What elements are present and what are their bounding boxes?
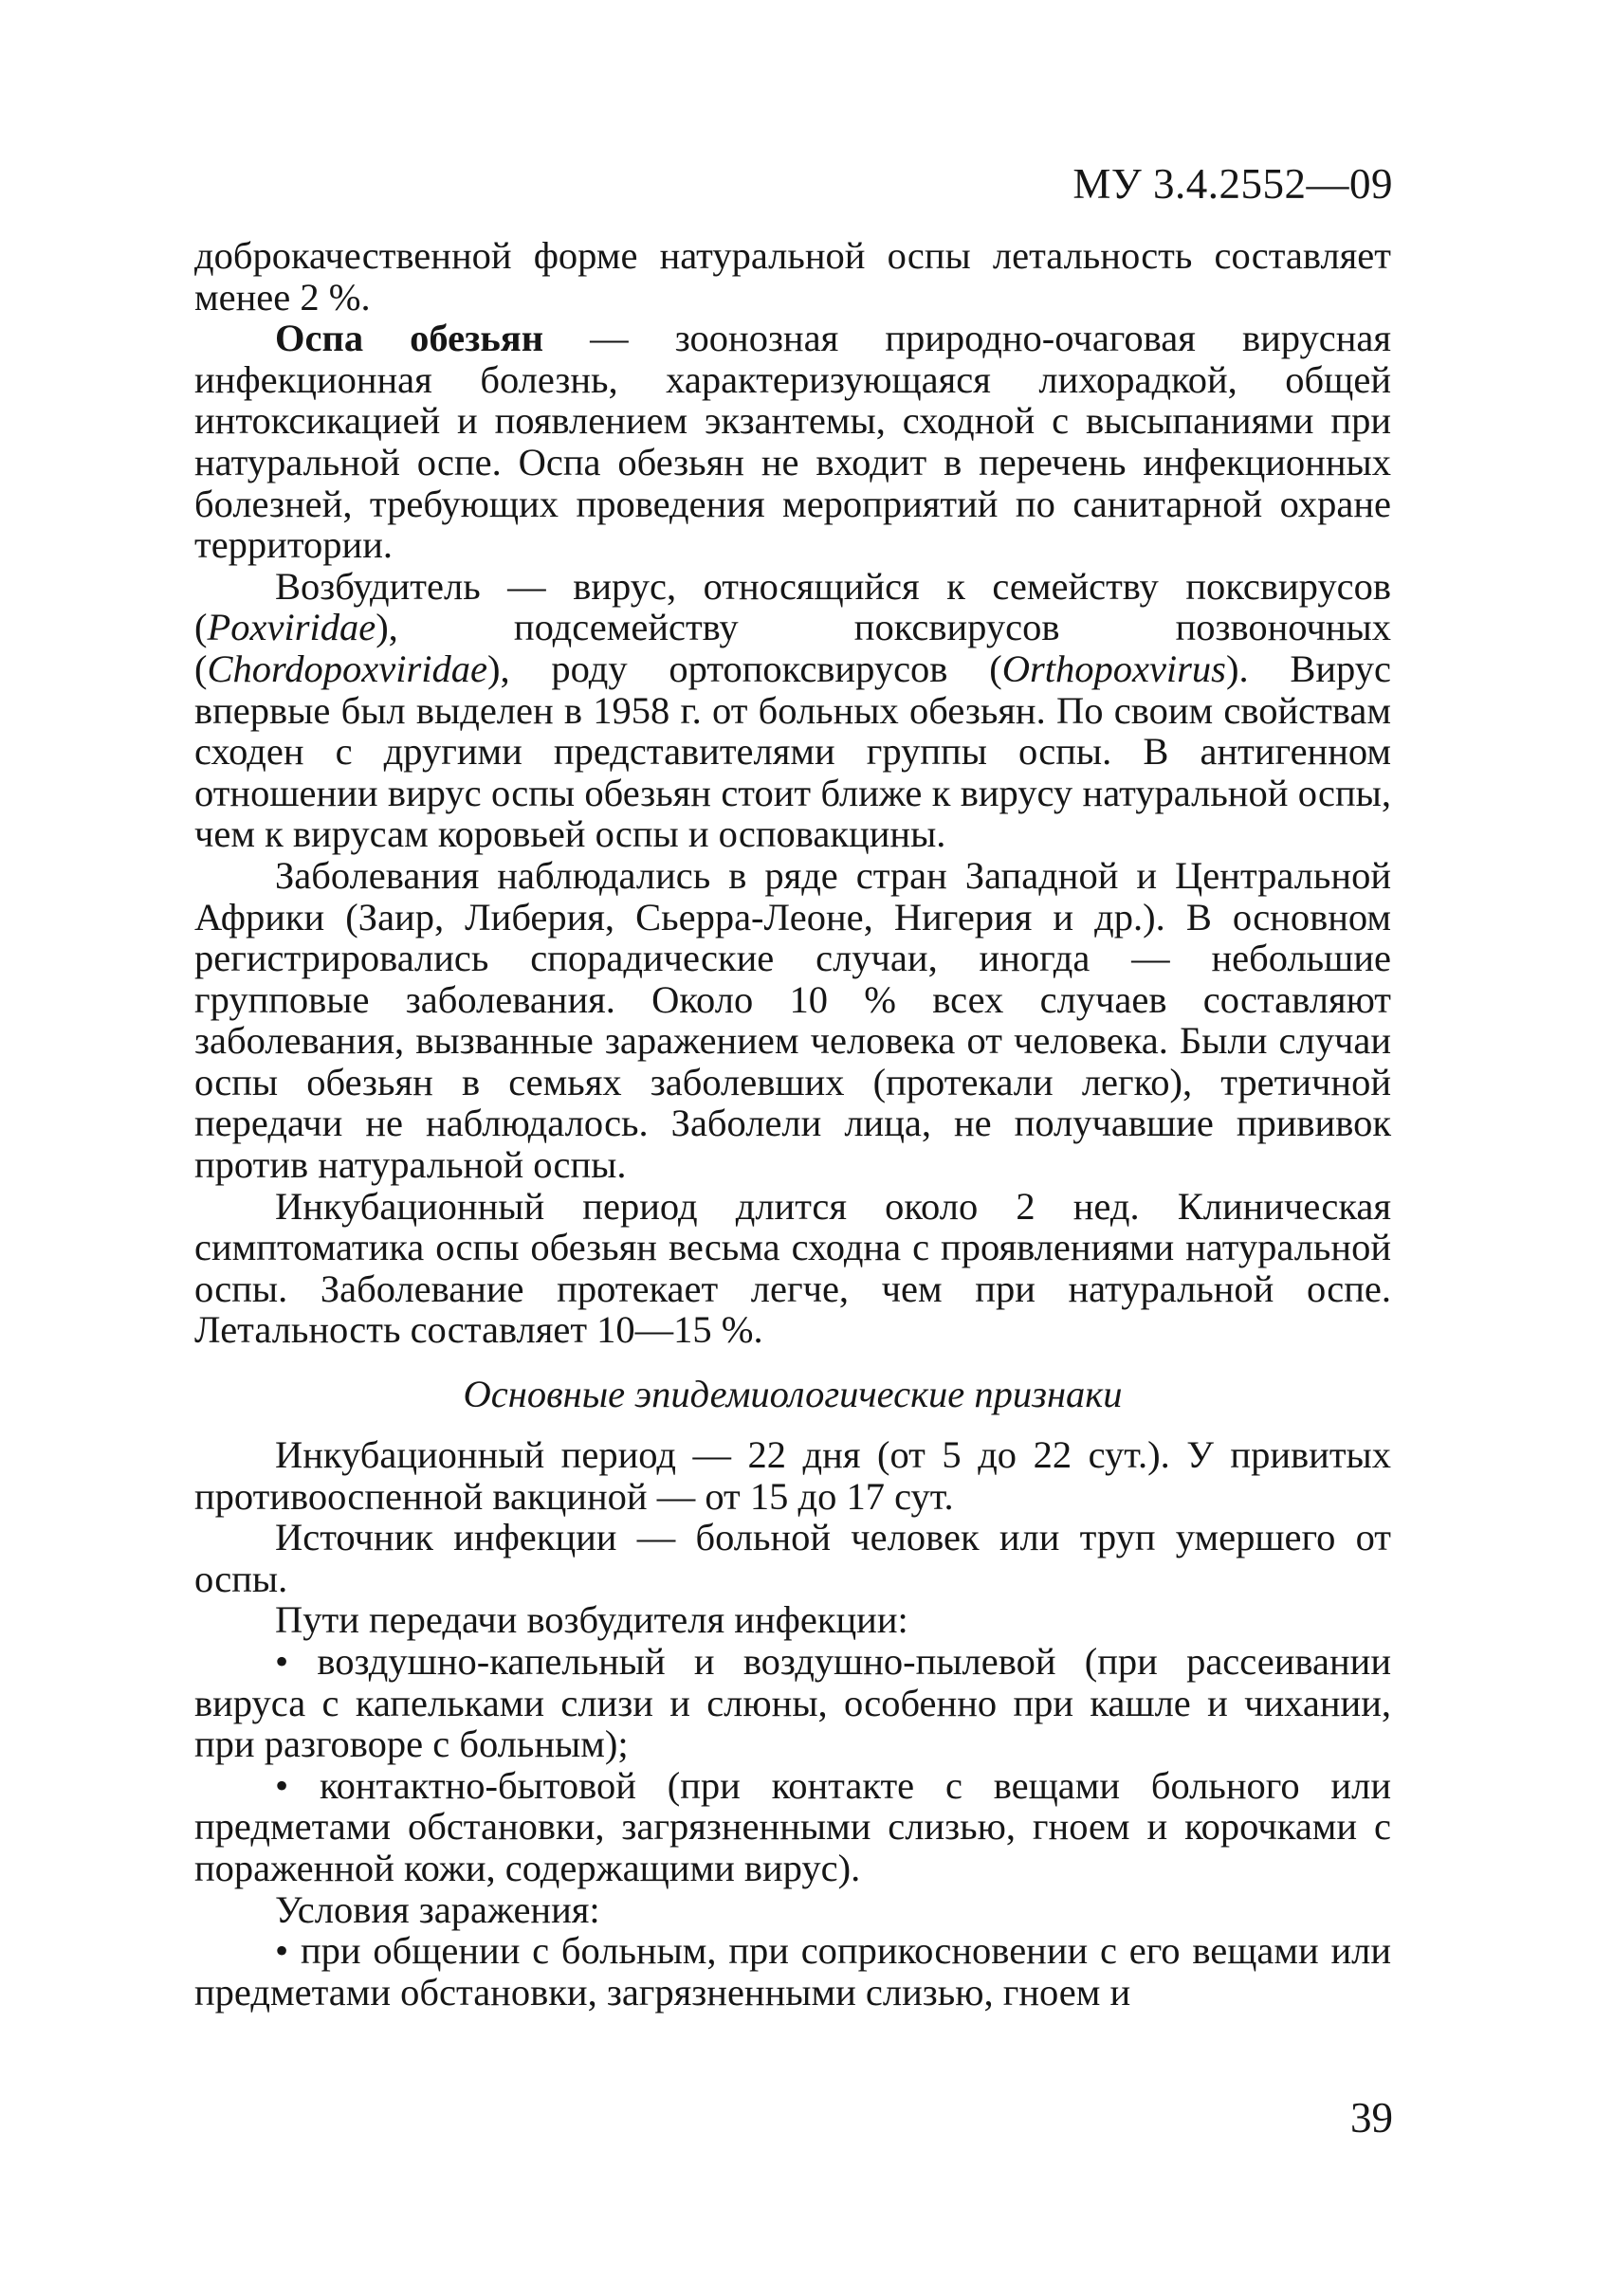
page-number: 39 bbox=[1350, 2094, 1393, 2141]
document-code: МУ 3.4.2552—09 bbox=[1072, 160, 1393, 208]
genus-name: Orthopoxvirus bbox=[1001, 647, 1226, 690]
paragraph-transmission-routes: Пути передачи возбудителя инфекции: bbox=[275, 1598, 908, 1642]
paragraph-pathogen bbox=[194, 566, 1391, 855]
list-item: • воздушно-капельный и воздушно-пылевой (при рассеивании вируса с капельками слизи и слюны, особенно при кашле и чихании, при разговоре с больным); bbox=[194, 1640, 1391, 1766]
subfamily-name: Chordopoxviridae bbox=[207, 647, 487, 690]
pathogen-text-a: Возбудитель — вирус, относящийся к семейству поксвирусов ( bbox=[194, 564, 1391, 649]
definition-text: — зоонозная природно-очаговая вирусная инфекционная болезнь, характеризующаяся лихорадкой, общей интоксикацией и появлением экзантемы, сходной с высыпаниями при натуральной оспе. Оспа обезьян не входит в перечень инфекционных болезней, требующих проведения мероприятий по санитарной охране территории. bbox=[194, 317, 1391, 567]
list-item: • при общении с больным, при соприкосновении с его вещами или предметами обстановки, загрязненными слизью, гноем и bbox=[194, 1929, 1391, 2014]
section-heading: Основные эпидемиологические признаки bbox=[463, 1373, 1123, 1416]
pathogen-text-b: ), подсемейству поксвирусов позвоночных ( bbox=[194, 606, 1391, 690]
list-item: • контактно-бытовой (при контакте с вещами больного или предметами обстановки, загрязненными слизью, гноем и корочками с пораженной кожи, содержащими вирус). bbox=[194, 1763, 1391, 1889]
paragraph-infection-source: Источник инфекции — больной человек или труп умершего от оспы. bbox=[194, 1516, 1391, 1600]
paragraph-monkeypox-definition bbox=[194, 318, 1391, 566]
paragraph-continuation: доброкачественной форме натуральной оспы летальность составляет менее 2 %. bbox=[194, 234, 1391, 319]
term-monkeypox: Оспа обезьян bbox=[275, 317, 544, 360]
paragraph-incubation-period: Инкубационный период — 22 дня (от 5 до 22 сут.). У привитых противооспенной вакциной — от 15 до 17 сут. bbox=[194, 1433, 1391, 1518]
document-body bbox=[194, 235, 1391, 2013]
paragraph-infection-conditions: Условия заражения: bbox=[275, 1887, 600, 1931]
paragraph-incubation: Инкубационный период длится около 2 нед. Клиническая симптоматика оспы обезьян весьма сходна с проявлениями натуральной оспы. Заболевание протекает легче, чем при натуральной оспе. Летальность составляет 10—15 %. bbox=[194, 1184, 1391, 1352]
pathogen-text-d: ). Вирус впервые был выделен в 1958 г. от больных обезьян. По своим свойствам сходен с другими представителями группы оспы. В антигенном отношении вирус оспы обезьян стоит ближе к вирусу натуральной оспы, чем к вирусам коровьей оспы и осповакцины. bbox=[194, 647, 1391, 856]
pathogen-text-c: ), роду ортопоксвирусов ( bbox=[486, 647, 1002, 690]
paragraph-epidemiology-africa: Заболевания наблюдались в ряде стран Западной и Центральной Африки (Заир, Либерия, Сьерра-Леоне, Нигерия и др.). В основном регистрировались спорадические случаи, иногда — небольшие групповые заболевания. Около 10 % всех случаев составляют заболевания, вызванные заражением человека от человека. Были случаи оспы обезьян в семьях заболевших (протекали легко), третичной передачи не наблюдалось. Заболели лица, не получавшие прививок против натуральной оспы. bbox=[194, 853, 1391, 1187]
family-name: Poxviridae bbox=[207, 606, 376, 649]
